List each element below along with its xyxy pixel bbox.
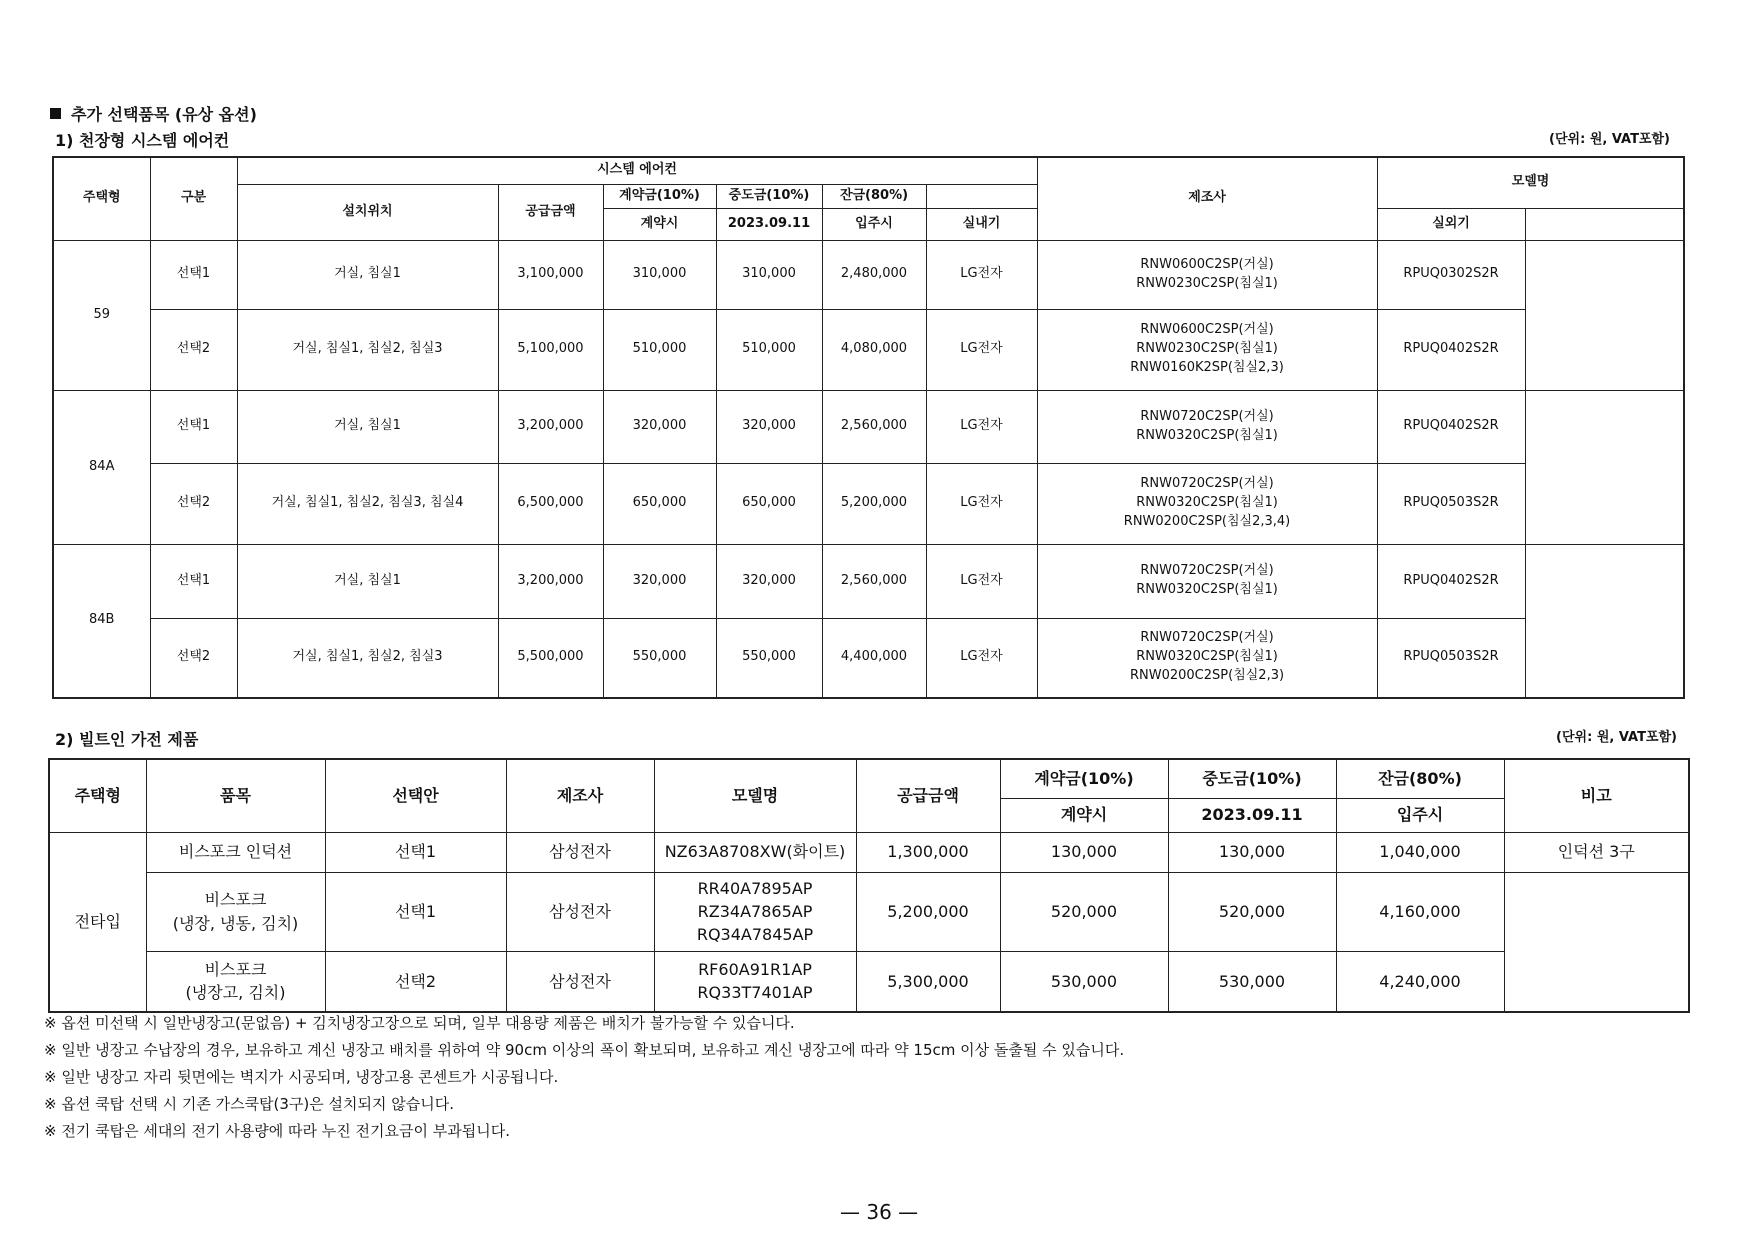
- supply-cell: 5,100,000: [498, 309, 603, 390]
- outdoor-cell: RPUQ0302S2R: [1377, 240, 1525, 309]
- item-detail: (냉장, 냉동, 김치): [172, 913, 299, 933]
- middle-cell: 510,000: [716, 309, 822, 390]
- item-name: 비스포크: [204, 890, 267, 910]
- note-cell: 인덕션 3구: [1504, 832, 1689, 872]
- maker-cell: LG전자: [926, 390, 1037, 463]
- indoor-model: RNW0160K2SP(침실2,3): [1130, 359, 1284, 375]
- header-balance-when: 입주시: [822, 208, 926, 240]
- house-type-cell: 84B: [53, 544, 150, 698]
- header-category: 구분: [150, 157, 237, 240]
- indoor-model: RNW0320C2SP(침실1): [1136, 427, 1278, 443]
- option-cell: 선택1: [150, 544, 237, 618]
- item-cell: [146, 832, 325, 872]
- balance-cell: 4,240,000: [1336, 951, 1504, 1012]
- balance-cell: 4,080,000: [822, 309, 926, 390]
- header-balance: 잔금(80%): [822, 184, 926, 208]
- middle-cell: 130,000: [1168, 832, 1336, 872]
- header-middle-when: 2023.09.11: [716, 208, 822, 240]
- indoor-model: RNW0200C2SP(침실2,3): [1129, 668, 1285, 684]
- middle-cell: 310,000: [716, 240, 822, 309]
- indoor-model: RNW0320C2SP(침실1): [1136, 495, 1278, 511]
- note-line: ※ 전기 쿡탑은 세대의 전기 사용량에 따라 누진 전기요금이 부과됩니다.: [44, 1122, 510, 1140]
- header-supply: 공급금액: [856, 759, 1000, 832]
- header-supply: 공급금액: [498, 184, 603, 240]
- indoor-cell: [1037, 544, 1377, 618]
- note-line: ※ 옵션 쿡탑 선택 시 기존 가스쿡탑(3구)은 설치되지 않습니다.: [44, 1095, 455, 1113]
- deposit-cell: 310,000: [603, 240, 716, 309]
- outdoor-cell: RPUQ0503S2R: [1377, 463, 1525, 544]
- table-row: [49, 872, 1689, 951]
- header-deposit-when: 계약시: [603, 208, 716, 240]
- deposit-cell: 520,000: [1000, 872, 1168, 951]
- part1-unit: (단위: 원, VAT포함): [1549, 132, 1670, 147]
- middle-cell: 550,000: [716, 618, 822, 698]
- header-middle: 중도금(10%): [716, 184, 822, 208]
- option-cell: 선택2: [150, 309, 237, 390]
- indoor-cell: [1037, 463, 1377, 544]
- indoor-model: RNW0320C2SP(침실1): [1136, 582, 1278, 597]
- middle-cell: 320,000: [716, 544, 822, 618]
- model-name: RZ34A7865AP: [697, 901, 813, 921]
- header-indoor: 실내기: [926, 208, 1037, 240]
- note-cell: [1525, 544, 1684, 698]
- item-cell: [146, 872, 325, 951]
- deposit-cell: 550,000: [603, 618, 716, 698]
- middle-cell: 320,000: [716, 390, 822, 463]
- indoor-model: RNW0720C2SP(거실): [1140, 563, 1274, 579]
- header-maker: 제조사: [1037, 157, 1377, 240]
- note-cell: [1525, 390, 1684, 544]
- location-cell: 거실, 침실1: [237, 544, 498, 618]
- middle-cell: 530,000: [1168, 951, 1336, 1012]
- middle-cell: 520,000: [1168, 872, 1336, 951]
- indoor-cell: [1037, 240, 1377, 309]
- indoor-cell: [1037, 390, 1377, 463]
- supply-cell: 3,200,000: [498, 390, 603, 463]
- header-house-type: 주택형: [53, 157, 150, 240]
- balance-cell: 5,200,000: [822, 463, 926, 544]
- deposit-cell: 130,000: [1000, 832, 1168, 872]
- location-cell: 거실, 침실1: [237, 390, 498, 463]
- model-name: NZ63A8708XW(화이트): [664, 842, 846, 862]
- option-cell: 선택2: [325, 951, 506, 1012]
- section-title-text: 추가 선택품목 (유상 옵션): [71, 105, 257, 124]
- outdoor-cell: RPUQ0402S2R: [1377, 309, 1525, 390]
- location-cell: 거실, 침실1: [237, 240, 498, 309]
- deposit-cell: 530,000: [1000, 951, 1168, 1012]
- supply-cell: 5,500,000: [498, 618, 603, 698]
- balance-cell: 1,040,000: [1336, 832, 1504, 872]
- item-name: 비스포크 인덕션: [178, 842, 293, 862]
- house-type-cell: 59: [53, 240, 150, 390]
- deposit-cell: 510,000: [603, 309, 716, 390]
- balance-cell: 2,560,000: [822, 390, 926, 463]
- indoor-cell: [1037, 618, 1377, 698]
- outdoor-cell: RPUQ0402S2R: [1377, 544, 1525, 618]
- header-balance: 잔금(80%): [1336, 759, 1504, 798]
- indoor-model: RNW0230C2SP(침실1): [1136, 275, 1278, 291]
- item-name: 비스포크: [204, 960, 267, 980]
- header-deposit-when: 계약시: [1000, 798, 1168, 832]
- supply-cell: 5,300,000: [856, 951, 1000, 1012]
- header-location: 설치위치: [237, 184, 498, 240]
- supply-cell: 5,200,000: [856, 872, 1000, 951]
- header-option: 선택안: [325, 759, 506, 832]
- maker-cell: LG전자: [926, 240, 1037, 309]
- option-cell: 선택1: [150, 390, 237, 463]
- header-deposit: 계약금(10%): [603, 184, 716, 208]
- supply-cell: 3,200,000: [498, 544, 603, 618]
- part2-unit: (단위: 원, VAT포함): [1556, 730, 1677, 745]
- location-cell: 거실, 침실1, 침실2, 침실3: [237, 618, 498, 698]
- table-row: [53, 240, 1684, 309]
- page-number: — 36 —: [840, 1200, 919, 1224]
- note-cell: [1525, 240, 1684, 390]
- note-line: ※ 일반 냉장고 수납장의 경우, 보유하고 계신 냉장고 배치를 위하여 약 90cm 이상의 폭이 확보되며, 보유하고 계신 냉장고에 따라 약 15cm 이상 돌출될 수 있습니다.: [44, 1041, 1125, 1059]
- header-house-type: 주택형: [49, 759, 146, 832]
- square-bullet-icon: [50, 108, 61, 119]
- option-cell: 선택1: [150, 240, 237, 309]
- balance-cell: 4,160,000: [1336, 872, 1504, 951]
- supply-cell: 1,300,000: [856, 832, 1000, 872]
- model-name: RQ33T7401AP: [697, 983, 813, 1003]
- option-cell: 선택2: [150, 463, 237, 544]
- deposit-cell: 320,000: [603, 390, 716, 463]
- indoor-model: RNW0200C2SP(침실2,3,4): [1123, 513, 1291, 529]
- header-system-ac: 시스템 에어컨: [237, 157, 1037, 184]
- model-cell: [654, 951, 856, 1012]
- maker-cell: LG전자: [926, 544, 1037, 618]
- header-deposit: 계약금(10%): [1000, 759, 1168, 798]
- header-outdoor: 실외기: [1377, 208, 1525, 240]
- note-line: ※ 일반 냉장고 자리 뒷면에는 벽지가 시공되며, 냉장고용 콘센트가 시공됩니다.: [44, 1068, 559, 1086]
- part1-title: 1) 천장형 시스템 에어컨: [55, 131, 230, 150]
- indoor-model: RNW0720C2SP(거실): [1140, 476, 1274, 492]
- table-row: [53, 544, 1684, 618]
- location-cell: 거실, 침실1, 침실2, 침실3, 침실4: [237, 463, 498, 544]
- indoor-model: RNW0600C2SP(거실): [1140, 322, 1274, 338]
- table-row: [49, 832, 1689, 872]
- model-cell: [654, 872, 856, 951]
- indoor-model: RNW0720C2SP(거실): [1140, 630, 1274, 646]
- maker-cell: 삼성전자: [506, 832, 654, 872]
- maker-cell: LG전자: [926, 618, 1037, 698]
- option-cell: 선택1: [325, 832, 506, 872]
- header-maker: 제조사: [506, 759, 654, 832]
- header-balance-when: 입주시: [1336, 798, 1504, 832]
- indoor-model: RNW0320C2SP(침실1): [1136, 649, 1278, 665]
- section-title: [50, 102, 257, 125]
- header-note: 비고: [1504, 759, 1689, 832]
- header-middle: 중도금(10%): [1168, 759, 1336, 798]
- table-row: [49, 951, 1689, 1012]
- table-row: [53, 309, 1684, 390]
- deposit-cell: 650,000: [603, 463, 716, 544]
- header-item: 품목: [146, 759, 325, 832]
- item-detail: (냉장고, 김치): [185, 983, 286, 1003]
- header-model: 모델명: [654, 759, 856, 832]
- indoor-model: RNW0230C2SP(침실1): [1136, 341, 1278, 357]
- header-middle-when: 2023.09.11: [1168, 798, 1336, 832]
- supply-cell: 6,500,000: [498, 463, 603, 544]
- part2-title: 2) 빌트인 가전 제품: [55, 730, 199, 749]
- outdoor-cell: RPUQ0503S2R: [1377, 618, 1525, 698]
- option-cell: 선택1: [325, 872, 506, 951]
- header-model: 모델명: [1377, 157, 1684, 208]
- house-type-cell: 전타입: [49, 832, 146, 1012]
- maker-cell: LG전자: [926, 309, 1037, 390]
- table-row: [53, 618, 1684, 698]
- model-name: RF60A91R1AP: [698, 960, 812, 980]
- balance-cell: 2,480,000: [822, 240, 926, 309]
- indoor-model: RNW0720C2SP(거실): [1140, 408, 1274, 424]
- item-cell: [146, 951, 325, 1012]
- model-cell: [654, 832, 856, 872]
- house-type-cell: 84A: [53, 390, 150, 544]
- deposit-cell: 320,000: [603, 544, 716, 618]
- option-cell: 선택2: [150, 618, 237, 698]
- maker-cell: 삼성전자: [506, 872, 654, 951]
- balance-cell: 4,400,000: [822, 618, 926, 698]
- balance-cell: 2,560,000: [822, 544, 926, 618]
- maker-cell: 삼성전자: [506, 951, 654, 1012]
- location-cell: 거실, 침실1, 침실2, 침실3: [237, 309, 498, 390]
- note-line: ※ 옵션 미선택 시 일반냉장고(문없음) + 김치냉장고장으로 되며, 일부 대용량 제품은 배치가 불가능할 수 있습니다.: [44, 1014, 795, 1032]
- outdoor-cell: RPUQ0402S2R: [1377, 390, 1525, 463]
- model-name: RR40A7895AP: [697, 878, 813, 898]
- maker-cell: LG전자: [926, 463, 1037, 544]
- table-row: [53, 390, 1684, 463]
- middle-cell: 650,000: [716, 463, 822, 544]
- table-row: [53, 463, 1684, 544]
- indoor-cell: [1037, 309, 1377, 390]
- system-ac-table: [52, 156, 1685, 699]
- supply-cell: 3,100,000: [498, 240, 603, 309]
- builtin-appliance-table: [48, 758, 1690, 1013]
- indoor-model: RNW0600C2SP(거실): [1140, 256, 1274, 272]
- model-name: RQ34A7845AP: [696, 925, 814, 945]
- note-cell: [1504, 872, 1689, 1012]
